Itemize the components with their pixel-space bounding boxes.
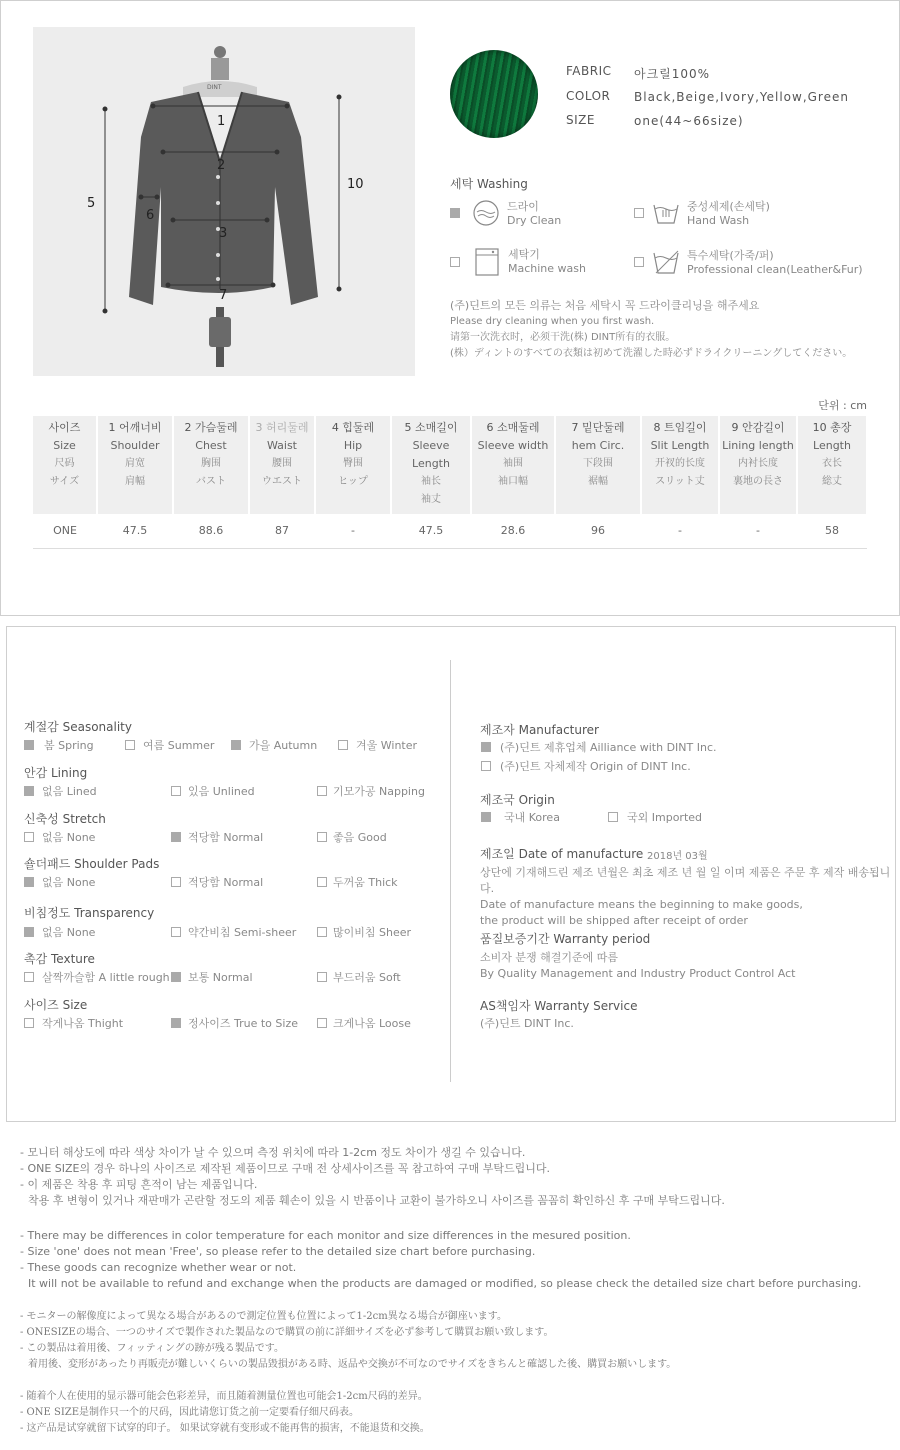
checkbox: [125, 740, 135, 750]
option-true-to-size: 정사이즈 True to Size: [188, 1017, 298, 1030]
option-normal: 적당함 Normal: [188, 876, 264, 889]
note-line: - ONESIZEの場合、一つのサイズで製作された製品なので購買の前に詳細サイズを必ず参考して購買お願い致します。: [20, 1327, 554, 1338]
checkbox: [317, 927, 327, 937]
manufacture-date-label: 제조일 Date of manufacture: [480, 847, 644, 861]
attr-stretch-label: 신축성 Stretch: [24, 812, 106, 826]
washing-note-kr: (주)딘트의 모든 의류는 처음 세탁시 꼭 드라이클리닝을 해주세요: [450, 299, 760, 312]
dry-clean-icon: [472, 199, 500, 227]
hand-wash-label-en: Hand Wash: [687, 214, 750, 227]
checkbox: [481, 742, 491, 752]
manufacturer-label: 제조자 Manufacturer: [480, 723, 599, 737]
col-header-slit: 8 트임길이 Slit Length 开衩的长度 スリット丈: [641, 416, 719, 514]
note-line: It will not be available to refund and exchange when the products are damaged or modified, so please check the detailed size chart before purchasing.: [28, 1277, 862, 1290]
as-service-label: AS책임자 Warranty Service: [480, 999, 638, 1013]
checkbox: [481, 812, 491, 822]
option-spring: 봄 Spring: [44, 739, 94, 752]
hand-wash-label-kr: 중성세제(손세탁): [687, 200, 770, 213]
fabric-swatch: [450, 50, 538, 138]
col-header-chest: 2 가슴둘레 Chest 胸围 バスト: [173, 416, 249, 514]
note-line: - 이 제품은 착용 후 피팅 흔적이 남는 제품입니다.: [20, 1178, 258, 1191]
washing-note-cn: 请第一次洗衣时，必须干洗(株) DINT所有的衣服。: [450, 332, 676, 343]
cell-chest: 88.6: [173, 514, 249, 548]
note-line: - Size 'one' does not mean 'Free', so please refer to the detailed size chart before purchasing.: [20, 1245, 536, 1258]
note-line: 착용 후 변형이 있거나 재판매가 곤란할 정도의 제품 훼손이 있을 시 반품이나 교환이 불가하오니 사이즈를 꼼꼼히 확인하신 후 구매 부탁드립니다.: [28, 1194, 725, 1207]
measure-label-7: 7: [219, 288, 228, 303]
checkbox: [171, 972, 181, 982]
option-semi-sheer: 약간비침 Semi-sheer: [188, 926, 297, 939]
spec-size-label: SIZE: [566, 113, 595, 127]
measure-label-5: 5: [87, 196, 96, 211]
checkbox: [24, 877, 34, 887]
washing-machine-icon: [474, 247, 500, 277]
measure-label-6: 6: [146, 208, 155, 223]
checkbox: [171, 832, 181, 842]
manufacture-note-en-2: the product will be shipped after receipt of order: [480, 914, 748, 927]
checkbox: [24, 927, 34, 937]
col-header-shoulder: 1 어깨너비 Shoulder 肩宽 肩幅: [97, 416, 173, 514]
option-none: 없음 None: [42, 876, 96, 889]
divider: [450, 660, 451, 1082]
dry-clean-label-kr: 드라이: [507, 200, 539, 213]
origin-label: 제조국 Origin: [480, 793, 555, 807]
cell-hem: 96: [555, 514, 641, 548]
checkbox: [608, 812, 618, 822]
col-header-size: 사이즈 Size 尺码 サイズ: [33, 416, 97, 514]
checkbox: [317, 877, 327, 887]
washing-notes: [450, 298, 852, 362]
option-soft: 부드러움 Soft: [333, 971, 401, 984]
note-line: 着用後、変形があったり再販売が難しいくらいの製品毀損がある時、返品や交換が不可なのでサイズをきちんと確認した後、購買お願いします。: [28, 1359, 677, 1370]
checkbox: [481, 761, 491, 771]
option-none: 없음 None: [42, 926, 96, 939]
cell-lining: -: [719, 514, 797, 548]
warranty-notes: [480, 950, 795, 982]
option-winter: 겨울 Winter: [356, 739, 418, 752]
as-service-value: (주)딘트 DINT Inc.: [480, 1017, 574, 1030]
professional-clean-label-en: Professional clean(Leather&Fur): [687, 263, 863, 276]
option-a-little-rough: 살짝까슬함 A little rough: [42, 971, 170, 984]
spec-color-label: COLOR: [566, 89, 611, 103]
note-line: - ONE SIZE의 경우 하나의 사이즈로 제작된 제품이므로 구매 전 상세사이즈를 꼭 참고하여 구매 부탁드립니다.: [20, 1162, 551, 1175]
hand-wash-checkbox: [634, 208, 644, 218]
note-line: - この製品は着用後、フィッティングの跡が残る製品です。: [20, 1343, 284, 1354]
option-normal: 보통 Normal: [188, 971, 253, 984]
col-header-sleeve-length: 5 소매길이 Sleeve Length 袖长 袖丈: [391, 416, 471, 514]
checkbox: [317, 832, 327, 842]
manufacture-note-en-1: Date of manufacture means the beginning to make goods,: [480, 898, 803, 911]
washing-note-jp: (株）ディントのすべての衣類は初めて洗濯した時必ずドライクリーニングしてください。: [450, 348, 853, 359]
professional-clean-icon: [652, 247, 680, 277]
measure-label-10: 10: [347, 177, 364, 192]
option-imported: 국외 Imported: [627, 811, 703, 824]
professional-clean-label-kr: 특수세탁(가죽/퍼): [687, 249, 774, 262]
note-line: - 모니터 해상도에 따라 색상 차이가 날 수 있으며 측정 위치에 따라 1-2cm 정도 차이가 생길 수 있습니다.: [20, 1146, 526, 1159]
garment-measurement-figure: [33, 27, 415, 376]
notes-japanese: [20, 1309, 676, 1373]
attr-seasonality-label: 계절감 Seasonality: [24, 720, 132, 734]
option-sheer: 많이비침 Sheer: [333, 926, 412, 939]
option-thight: 작게나옴 Thight: [42, 1017, 124, 1030]
option-lined: 없음 Lined: [42, 785, 97, 798]
checkbox: [317, 1018, 327, 1028]
dry-clean-checkbox: [450, 208, 460, 218]
measure-label-2: 2: [217, 158, 226, 173]
spec-color-value: Black,Beige,Ivory,Yellow,Green: [634, 90, 849, 104]
cell-hip: -: [315, 514, 391, 548]
spec-fabric-label: FABRIC: [566, 64, 612, 78]
cell-slit: -: [641, 514, 719, 548]
note-line: - There may be differences in color temperature for each monitor and size differences in the mesured position.: [20, 1229, 631, 1242]
option-origin-dint: (주)딘트 자체제작 Origin of DINT Inc.: [500, 760, 691, 773]
note-line: - 随着个人在使用的显示器可能会色彩差异，而且随着测量位置也可能会1-2cm尺码的差异。: [20, 1391, 428, 1402]
attr-lining-label: 안감 Lining: [24, 766, 88, 780]
measure-label-1: 1: [217, 114, 226, 129]
spec-size-value: one(44~66size): [634, 114, 744, 128]
cell-length: 58: [797, 514, 867, 548]
mannequin-brand: DINT: [207, 84, 222, 91]
cell-waist: 87: [249, 514, 315, 548]
notes-english: [20, 1228, 861, 1292]
checkbox: [171, 927, 181, 937]
checkbox: [171, 786, 181, 796]
manufacture-date-value: 2018년 03월: [647, 851, 708, 862]
attr-shoulder-pads-label: 숄더패드 Shoulder Pads: [24, 857, 160, 871]
note-line: - モニターの解像度によって異なる場合があるので測定位置も位置によって1-2cm異なる場合が御座います。: [20, 1311, 507, 1322]
checkbox: [24, 972, 34, 982]
option-normal: 적당함 Normal: [188, 831, 264, 844]
col-header-hip: 4 힙둘레 Hip 臀围 ヒップ: [315, 416, 391, 514]
washing-note-en: Please dry cleaning when you first wash.: [450, 316, 655, 327]
cell-shoulder: 47.5: [97, 514, 173, 548]
checkbox: [231, 740, 241, 750]
attr-size-label: 사이즈 Size: [24, 998, 88, 1012]
cell-size: ONE: [33, 514, 97, 548]
size-table: [33, 416, 868, 549]
option-napping: 기모가공 Napping: [333, 785, 425, 798]
warranty-label: 품질보증기간 Warranty period: [480, 932, 651, 946]
spec-fabric-value: 아크릴100%: [634, 67, 711, 81]
attr-texture-label: 촉감 Texture: [24, 952, 95, 966]
notes-korean: [20, 1145, 725, 1209]
unit-label: 단위 : cm: [818, 399, 867, 412]
machine-wash-checkbox: [450, 257, 460, 267]
size-table-header-row: [33, 416, 867, 514]
col-header-waist: 3 허리둘레 Waist 腰围 ウエスト: [249, 416, 315, 514]
col-header-length: 10 총장 Length 衣长 総丈: [797, 416, 867, 514]
option-loose: 크게나옴 Loose: [333, 1017, 411, 1030]
machine-wash-label-en: Machine wash: [508, 262, 586, 275]
checkbox: [317, 972, 327, 982]
checkbox: [171, 1018, 181, 1028]
option-unlined: 있음 Unlined: [188, 785, 255, 798]
col-header-lining: 9 안감길이 Lining length 内衬长度 裏地の長さ: [719, 416, 797, 514]
checkbox: [24, 832, 34, 842]
checkbox: [24, 1018, 34, 1028]
washing-title: 세탁 Washing: [450, 177, 528, 191]
cell-sleeve-width: 28.6: [471, 514, 555, 548]
attr-transparency-label: 비침정도 Transparency: [24, 906, 155, 920]
option-summer: 여름 Summer: [143, 739, 215, 752]
dry-clean-label-en: Dry Clean: [507, 214, 562, 227]
checkbox: [24, 786, 34, 796]
col-header-hem: 7 밑단둘레 hem Circ. 下段围 裾幅: [555, 416, 641, 514]
warranty-note-kr: 소비자 분쟁 해결기준에 따름: [480, 951, 619, 964]
option-korea: 국내 Korea: [504, 811, 560, 824]
option-autumn: 가을 Autumn: [249, 739, 318, 752]
checkbox: [317, 786, 327, 796]
checkbox: [171, 877, 181, 887]
cell-sleeve-length: 47.5: [391, 514, 471, 548]
machine-wash-label-kr: 세탁기: [508, 248, 540, 261]
option-thick: 두꺼움 Thick: [333, 876, 398, 889]
hand-wash-icon: [652, 199, 680, 227]
option-good: 좋음 Good: [333, 831, 387, 844]
option-alliance: (주)딘트 제휴업체 Ailliance with DINT Inc.: [500, 741, 717, 754]
professional-clean-checkbox: [634, 257, 644, 267]
notes-chinese: [20, 1389, 430, 1437]
table-row: [33, 514, 867, 548]
checkbox: [24, 740, 34, 750]
warranty-note-en: By Quality Management and Industry Product Control Act: [480, 967, 796, 980]
checkbox: [338, 740, 348, 750]
manufacture-note-kr: 상단에 기재해드린 제조 년월은 최초 제조 년 월 일 이며 제품은 주문 후 제작 배송됩니다.: [480, 866, 891, 895]
col-header-sleeve-width: 6 소매둘레 Sleeve width 袖围 袖口幅: [471, 416, 555, 514]
measure-label-3: 3: [219, 226, 228, 241]
note-line: - ONE SIZE是制作只一个的尺码，因此请您订货之前一定要看仔细尺码表。: [20, 1407, 360, 1418]
option-none: 없음 None: [42, 831, 96, 844]
note-line: - 这产品是试穿就留下试穿的印子。 如果试穿就有变形或不能再售的损害，不能退货和交换。: [20, 1423, 430, 1434]
note-line: - These goods can recognize whether wear or not.: [20, 1261, 297, 1274]
manufacture-date-notes: [480, 865, 900, 929]
